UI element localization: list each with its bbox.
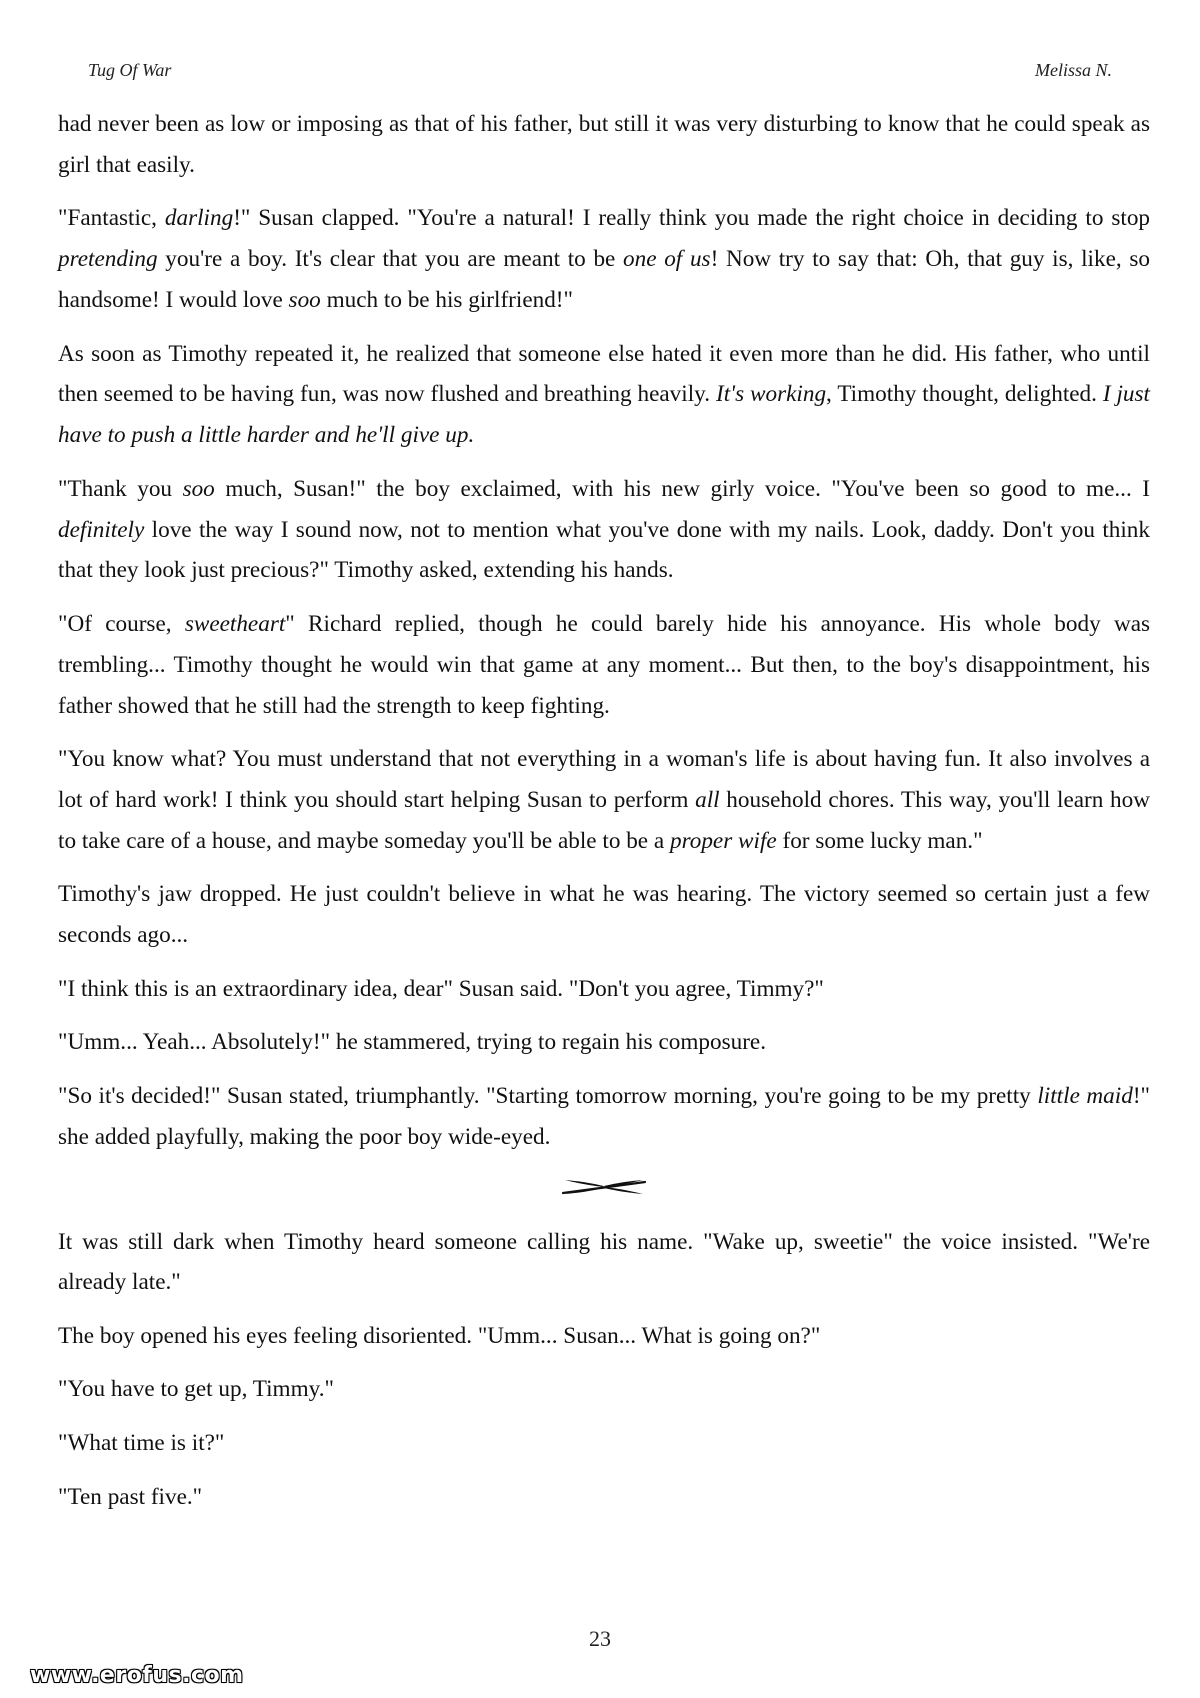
text-run: Timothy's jaw dropped. He just couldn't believe in what he was hearing. The victory seemed so certain just a few seconds ago... [58,881,1150,949]
italic-run: pretending [58,246,158,273]
italic-run: all [695,786,720,813]
text-run: "You have to get up, Timmy." [58,1376,334,1403]
italic-run: I just have to push a little harder and he'll give up. [58,381,1150,449]
text-run: "Of course, [58,610,185,637]
paragraph [58,104,1150,186]
body-text [58,104,1150,1530]
author-name: Melissa N. [1034,60,1112,80]
text-run: household chores. This way, you'll learn how to take care of a house, and maybe someday you'll be able to be a [58,786,1150,854]
italic-run: It's working [715,381,827,408]
text-run: "You know what? You must understand that not everything in a woman's life is about having fun. It also involves a lot of hard work! I think you should start helping Susan to perform [58,746,1150,813]
paragraph [58,1076,1150,1158]
paragraph [58,739,1150,861]
text-run: "Ten past five." [58,1483,203,1510]
text-run: "I think this is an extraordinary idea, dear" Susan said. "Don't you agree, Timmy?" [58,975,824,1002]
text-run: The boy opened his eyes feeling disoriented. "Umm... Susan... What is going on?" [58,1322,821,1349]
italic-run: proper wife [669,827,777,854]
italic-run: one of us [623,246,711,273]
text-run: "Fantastic, [58,205,165,232]
paragraph [58,334,1150,456]
italic-run: soo [288,286,321,313]
text-run: As soon as Timothy repeated it, he realized that someone else hated it even more than he did. His father, who until then seemed to be having fun, was now flushed and breathing heavily. [58,340,1150,408]
text-run: you're a boy. It's clear that you are meant to be [157,246,624,273]
italic-run: darling [164,205,234,232]
paragraph [58,874,1150,956]
text-run: " Richard replied, though he could barely hide his annoyance. His whole body was trembling... Timothy thought he would win that game at any moment... But then, to the boy's disappointment, his father showed that he still had the strength to keep fighting. [58,610,1151,719]
page-number: 23 [589,1626,611,1651]
paragraph [58,1222,1150,1304]
paragraph [58,969,1150,1010]
italic-run: little maid [1037,1082,1133,1109]
paragraph [58,1423,1150,1464]
text-run: "So it's decided!" Susan stated, triumphantly. "Starting tomorrow morning, you're going to be my pretty [58,1082,1038,1109]
paragraph [58,469,1150,591]
text-run: "Thank you [58,475,183,502]
text-run: "What time is it?" [58,1430,225,1457]
section-separator-icon [559,1172,649,1202]
paragraph [58,1316,1150,1357]
text-run: had never been as low or imposing as that of his father, but still it was very disturbing to know that he could speak as girl that easily. [58,111,1150,178]
text-run: much, Susan!" the boy exclaimed, with his new girly voice. "You've been so good to me... I [214,475,1151,502]
paragraph [58,1022,1150,1063]
italic-run: definitely [58,516,145,543]
text-run: for some lucky man." [776,827,983,854]
text-run: "Umm... Yeah... Absolutely!" he stammered, trying to regain his composure. [58,1029,767,1056]
paragraph [58,604,1150,726]
italic-run: soo [182,475,215,502]
text-run: much to be his girlfriend!" [320,286,573,313]
text-run: !" Susan clapped. "You're a natural! I really think you made the right choice in deciding to stop [233,205,1151,232]
italic-run: sweetheart [184,610,286,637]
text-run: love the way I sound now, not to mention what you've done with my nails. Look, daddy. Don't you think that they look just precious?" Timothy asked, extending his hands. [58,516,1150,584]
book-title: Tug Of War [88,60,172,80]
paragraph [58,1477,1150,1518]
paragraph [58,198,1150,320]
text-run: , Timothy thought, delighted. [826,381,1103,408]
text-run: !" she added playfully, making the poor boy wide-eyed. [58,1082,1150,1150]
paragraph [58,1369,1150,1410]
text-run: It was still dark when Timothy heard someone calling his name. "Wake up, sweetie" the voice insisted. "We're already late." [58,1228,1150,1296]
watermark: www.erofus.com [30,1663,244,1688]
text-run: ! Now try to say that: Oh, that guy is, like, so handsome! I would love [58,246,1150,313]
